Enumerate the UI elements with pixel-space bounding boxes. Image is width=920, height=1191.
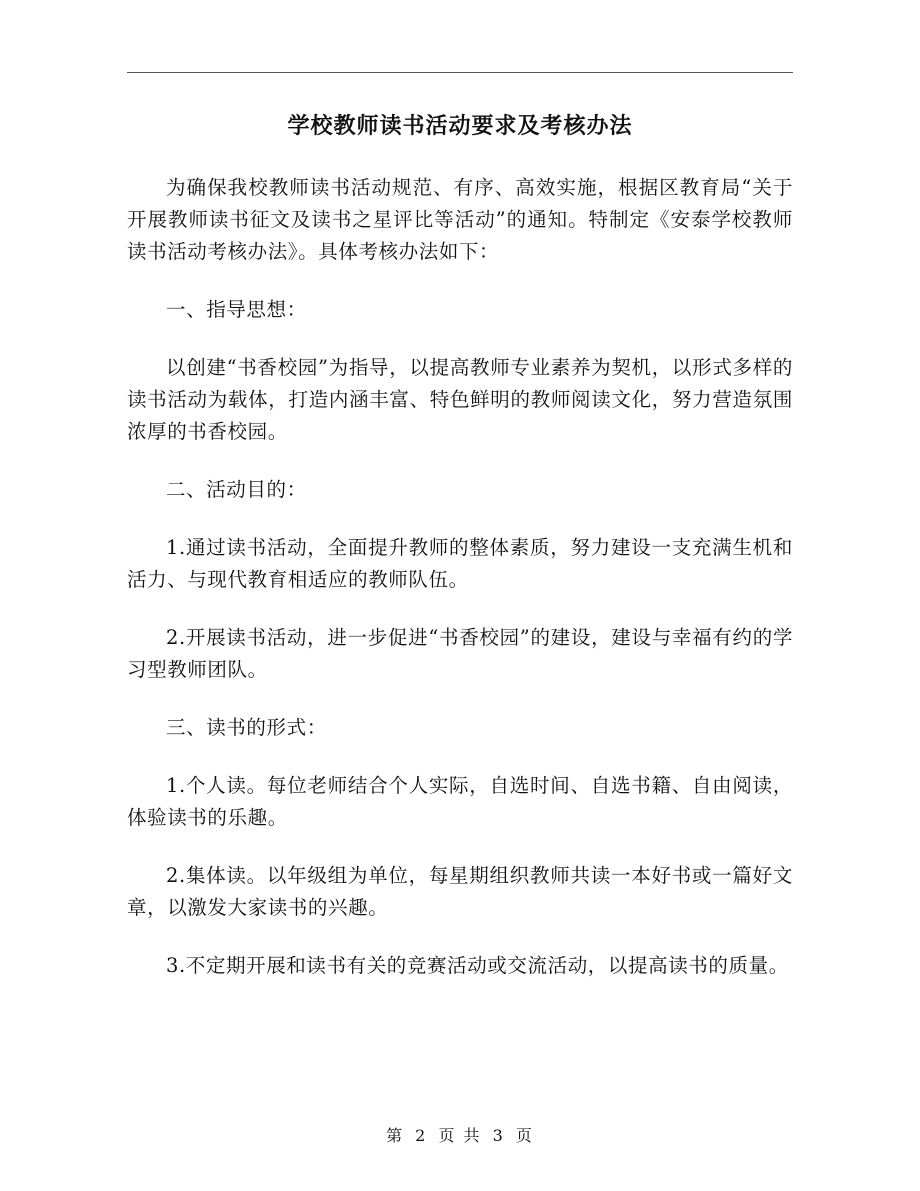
page-footer [0,1124,920,1148]
form-item-1: 1.个人读。每位老师结合个人实际，自选时间、自选书籍、自由阅读，体验读书的乐趣。 [127,774,793,829]
footer-suffix: 页 [515,1126,534,1145]
intro-paragraph: 为确保我校教师读书活动规范、有序、高效实施，根据区教育局“关于开展教师读书征文及读书之星评比等活动”的通知。特制定《安泰学校教师读书活动考核办法》。具体考核办法如下： [127,176,793,263]
document-title: 学校教师读书活动要求及考核办法 [287,113,633,139]
section-heading-activity-purpose: 二、活动目的： [166,478,307,501]
purpose-item-2: 2.开展读书活动，进一步促进“书香校园”的建设，建设与幸福有约的学习型教师团队。 [127,626,793,681]
form-item-2: 2.集体读。以年级组为单位，每星期组织教师共读一本好书或一篇好文章，以激发大家读书的兴趣。 [127,864,793,919]
guiding-thought-paragraph: 以创建“书香校园”为指导，以提高教师专业素养为契机，以形式多样的读书活动为载体，打造内涵丰富、特色鲜明的教师阅读文化，努力营造氛围浓厚的书香校园。 [127,356,793,443]
footer-middle: 页 共 [438,1126,482,1145]
section-heading-guiding-thought: 一、指导思想： [166,298,307,321]
document-body [127,172,793,1008]
header-rule [127,72,793,73]
footer-total-pages: 3 [492,1126,505,1145]
purpose-item-1: 1.通过读书活动，全面提升教师的整体素质，努力建设一支充满生机和活力、与现代教育相适应的教师队伍。 [127,536,793,591]
form-item-3: 3.不定期开展和读书有关的竞赛活动或交流活动，以提高读书的质量。 [166,954,789,977]
footer-current-page: 2 [415,1126,428,1145]
section-heading-reading-forms: 三、读书的形式： [166,716,327,739]
footer-prefix: 第 [386,1126,405,1145]
